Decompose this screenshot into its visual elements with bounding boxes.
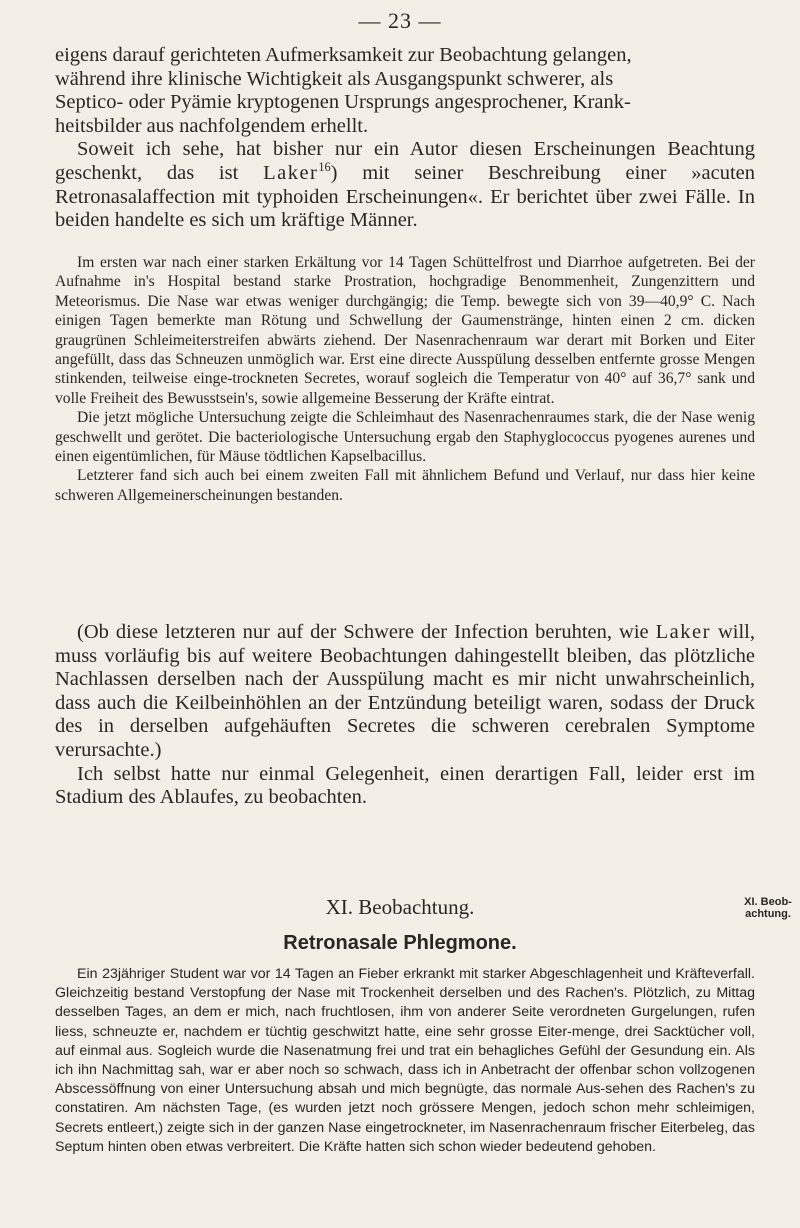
observation-paragraph: Ein 23jähriger Student war vor 14 Tagen an Fieber erkrankt mit starker Abgeschlagenheit und Kräfteverfall. Gleichzeitig bestand Verstopfung der Nase mit Trockenheit derselben und des Rachen's. Plötzlich, zu Mittag desselben Tages, an dem er mich, nach fruchtlosen, ihm von anderer Seite verordneten Gurgelungen, rufen liess, schneuzte er, nachdem er tüchtig geschwitzt hatte, eine sehr grosse Eiter-menge, drei Sacktücher voll, auf einmal aus. Sogleich wurde die Nasenatmung frei und trat ein behagliches Gefühl der Gesundung ein. Als ich ihn Nachmittag sah, war er aber noch so schwach, dass ich in Anbetracht der offenbar schon vollzogenen Abscessöffnung von einer Untersuchung absah und mich begnügte, das normale Aus-sehen des Rachen's zu constatiren. Am nächsten Tage, (es wurden jetzt noch grössere Mengen, jedoch schon mehr schleimigen, Secrets entleert,) zeigte sich in der ganzen Nase eingetrockneter, im Nasenrachenraum frischer Eiterbeleg, das Septum hinten oben etwas verbreitert. Die Kräfte hatten sich schon wieder bedeutend gehoben. <box>55 966 755 1155</box>
intro-paragraph <box>55 44 755 138</box>
author-name: Laker <box>263 161 319 184</box>
intro-line: heitsbilder aus nachfolgendem erhellt. <box>55 114 369 137</box>
remarks-paragraph <box>55 621 755 763</box>
intro-line: während ihre klinische Wichtigkeit als Ausgangspunkt schwerer, als <box>55 67 614 90</box>
case-description-block <box>55 253 755 505</box>
intro-line: Septico- oder Pyämie kryptogenen Ursprungs angesprochener, Krank- <box>55 91 631 114</box>
case-paragraph-3: Letzterer fand sich auch bei einem zweiten Fall mit ähnlichem Befund und Verlauf, nur dass hier keine schweren Allgemeinerscheinungen bestanden. <box>55 467 755 504</box>
margin-note: XI. Beob- achtung. <box>744 896 792 920</box>
case-paragraph-2: Die jetzt mögliche Untersuchung zeigte die Schleimhaut des Nasenrachenraumes stark, die der Nase wenig geschwellt und gerötet. Die bacteriologische Untersuchung ergab den Staphyglococcus pyogenes aurenes und einen eigentümlichen, für Mäuse tödtlichen Kapselbacillus. <box>55 409 755 466</box>
intro-text-block <box>55 44 755 233</box>
page-number: — 23 — <box>358 8 442 33</box>
observation-block <box>55 965 755 1157</box>
author-name: Laker <box>655 621 711 643</box>
laker-paragraph <box>55 138 755 232</box>
own-case-paragraph: Ich selbst hatte nur einmal Gelegenheit, einen derartigen Fall, leider erst im Stadium des Ablaufes, zu beobachten. <box>55 762 755 809</box>
laker-text-b: ) mit seiner Beschreibung einer »acuten Retronasalaffection mit typhoiden Erscheinungen«. Er berichtet über zwei Fälle. In beiden handelte es sich um kräftige Männer. <box>55 161 756 232</box>
remarks-block <box>55 621 755 810</box>
case-paragraph-1: Im ersten war nach einer starken Erkältung vor 14 Tagen Schüttelfrost und Diarrhoe aufgetreten. Bei der Aufnahme in's Hospital bestand starke Prostration, hochgradige Benommenheit, Zungenzittern und Meteorismus. Die Nase war etwas weniger durchgängig; die Temp. bewegte sich von 39—40,9° C. Nach einigen Tagen bemerkte man Rötung und Schwellung der Gaumenstränge, hinten einen 2 cm. dicken graugrünen Schleimeiterstreifen abwärts ziehend. Der Nasenrachenraum war derart mit Borken und Eiter angefüllt, dass das Schneuzen unmöglich war. Erst eine directe Ausspülung desselben entfernte grosse Mengen stinkenden, teilweise einge-trockneten Secretes, worauf sogleich die Temperatur von 40° auf 36,7° sank und volle Freiheit des Bewusstsein's, sowie allgemeine Besserung der Kräfte eintrat. <box>55 254 755 407</box>
remarks-text-a: (Ob diese letzteren nur auf der Schwere der Infection beruhten, wie <box>77 621 656 643</box>
laker-text-a: Soweit ich sehe, hat bisher nur ein Autor diesen Erscheinungen Beachtung geschenkt, das ist <box>55 138 755 184</box>
observation-heading: XI. Beobachtung. <box>325 895 475 919</box>
footnote-ref: 16 <box>318 160 331 175</box>
section-title: Retronasale Phlegmone. <box>283 932 517 954</box>
remarks-text-b: will, muss vorläufig bis auf weitere Beobachtungen dahingestellt bleiben, das plötzliche Nachlassen derselben nach der Ausspülung macht es mir nicht unwahrscheinlich, dass auch die Keilbeinhöhlen an der Entzündung beteiligt waren, sodass der Druck des in derselben aufgehäuften Secretes die schweren cerebralen Symptome verursachte.) <box>55 621 755 761</box>
intro-line: eigens darauf gerichteten Aufmerksamkeit zur Beobachtung gelangen, <box>55 44 632 66</box>
